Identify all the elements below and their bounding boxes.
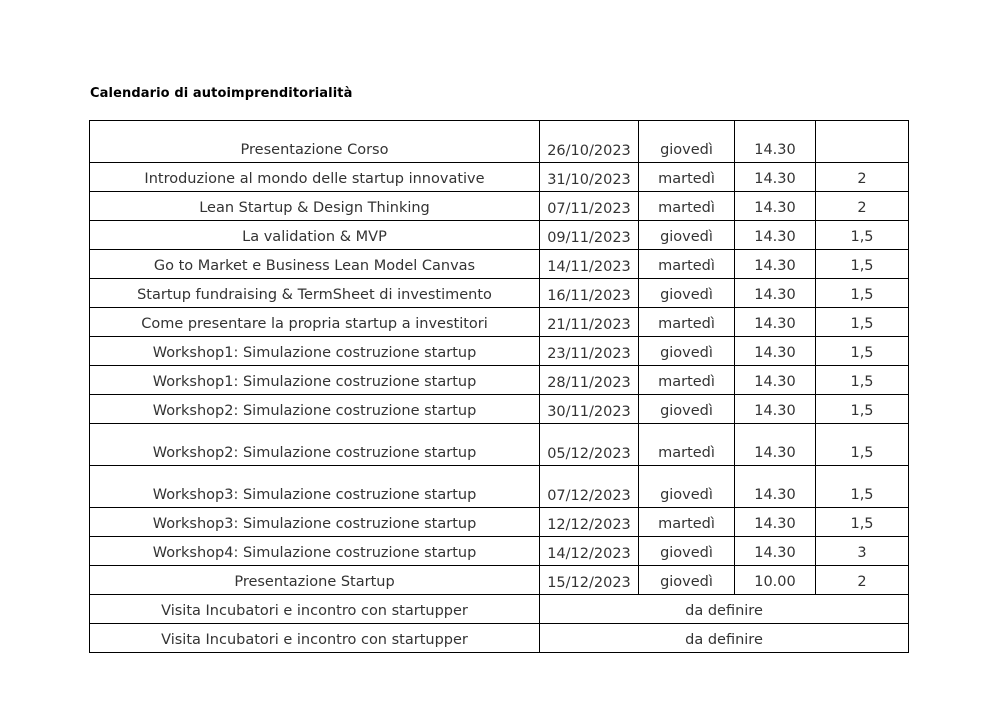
time-cell: 14.30 [735,395,816,424]
table-row [90,624,909,653]
day-cell: martedì [639,308,735,337]
lesson-cell: Workshop1: Simulazione costruzione startup [90,366,540,395]
day-cell: martedì [639,366,735,395]
table-row [90,537,909,566]
day-cell: martedì [639,424,735,466]
lesson-cell: Startup fundraising & TermSheet di investimento [90,279,540,308]
lesson-cell: Presentazione Startup [90,566,540,595]
time-cell: 14.30 [735,308,816,337]
hours-cell: 2 [816,566,909,595]
table-row [90,366,909,395]
hours-cell: 1,5 [816,337,909,366]
hours-cell: 1,5 [816,395,909,424]
table-row [90,395,909,424]
time-cell: 14.30 [735,121,816,163]
time-cell: 14.30 [735,163,816,192]
hours-cell: 1,5 [816,308,909,337]
day-cell: martedì [639,250,735,279]
table-row [90,424,909,466]
table-row [90,163,909,192]
time-cell: 14.30 [735,337,816,366]
table-row [90,508,909,537]
table-row [90,337,909,366]
day-cell: giovedì [639,337,735,366]
to-be-defined-cell: da definire [540,595,909,624]
day-cell: giovedì [639,395,735,424]
time-cell: 14.30 [735,466,816,508]
lesson-cell: Presentazione Corso [90,121,540,163]
date-cell: 07/12/2023 [540,466,639,508]
date-cell: 28/11/2023 [540,366,639,395]
day-cell: giovedì [639,466,735,508]
hours-cell: 2 [816,192,909,221]
lesson-cell: Workshop4: Simulazione costruzione startup [90,537,540,566]
day-cell: martedì [639,508,735,537]
hours-cell: 2 [816,163,909,192]
lesson-cell: Visita Incubatori e incontro con startupper [90,595,540,624]
lesson-cell: Workshop2: Simulazione costruzione startup [90,395,540,424]
date-cell: 05/12/2023 [540,424,639,466]
day-cell: giovedì [639,566,735,595]
lesson-cell: Workshop2: Simulazione costruzione startup [90,424,540,466]
hours-cell: 1,5 [816,466,909,508]
table-row [90,566,909,595]
lesson-cell: Visita Incubatori e incontro con startupper [90,624,540,653]
lesson-cell: Workshop3: Simulazione costruzione startup [90,508,540,537]
table-row [90,221,909,250]
hours-cell: 1,5 [816,366,909,395]
lesson-cell: Workshop3: Simulazione costruzione startup [90,466,540,508]
hours-cell: 3 [816,537,909,566]
day-cell: giovedì [639,221,735,250]
date-cell: 16/11/2023 [540,279,639,308]
date-cell: 30/11/2023 [540,395,639,424]
table-row [90,595,909,624]
date-cell: 15/12/2023 [540,566,639,595]
hours-cell: 1,5 [816,508,909,537]
date-cell: 14/12/2023 [540,537,639,566]
page-title: Calendario di autoimprenditorialità [90,86,353,101]
date-cell: 07/11/2023 [540,192,639,221]
hours-cell: 1,5 [816,279,909,308]
hours-cell: 1,5 [816,221,909,250]
hours-cell: 1,5 [816,424,909,466]
date-cell: 09/11/2023 [540,221,639,250]
table-row [90,192,909,221]
date-cell: 23/11/2023 [540,337,639,366]
time-cell: 14.30 [735,250,816,279]
date-cell: 26/10/2023 [540,121,639,163]
table-row [90,250,909,279]
schedule-table [89,120,909,653]
table-row [90,279,909,308]
time-cell: 14.30 [735,424,816,466]
table-row [90,466,909,508]
time-cell: 14.30 [735,508,816,537]
lesson-cell: La validation & MVP [90,221,540,250]
lesson-cell: Introduzione al mondo delle startup innovative [90,163,540,192]
table-row [90,308,909,337]
date-cell: 21/11/2023 [540,308,639,337]
hours-cell [816,121,909,163]
lesson-cell: Lean Startup & Design Thinking [90,192,540,221]
lesson-cell: Go to Market e Business Lean Model Canvas [90,250,540,279]
date-cell: 14/11/2023 [540,250,639,279]
to-be-defined-cell: da definire [540,624,909,653]
time-cell: 14.30 [735,537,816,566]
lesson-cell: Come presentare la propria startup a investitori [90,308,540,337]
time-cell: 14.30 [735,279,816,308]
table-row [90,121,909,163]
date-cell: 12/12/2023 [540,508,639,537]
day-cell: giovedì [639,121,735,163]
lesson-cell: Workshop1: Simulazione costruzione startup [90,337,540,366]
date-cell: 31/10/2023 [540,163,639,192]
time-cell: 10.00 [735,566,816,595]
time-cell: 14.30 [735,221,816,250]
day-cell: giovedì [639,537,735,566]
day-cell: martedì [639,163,735,192]
time-cell: 14.30 [735,192,816,221]
day-cell: giovedì [639,279,735,308]
time-cell: 14.30 [735,366,816,395]
hours-cell: 1,5 [816,250,909,279]
day-cell: martedì [639,192,735,221]
